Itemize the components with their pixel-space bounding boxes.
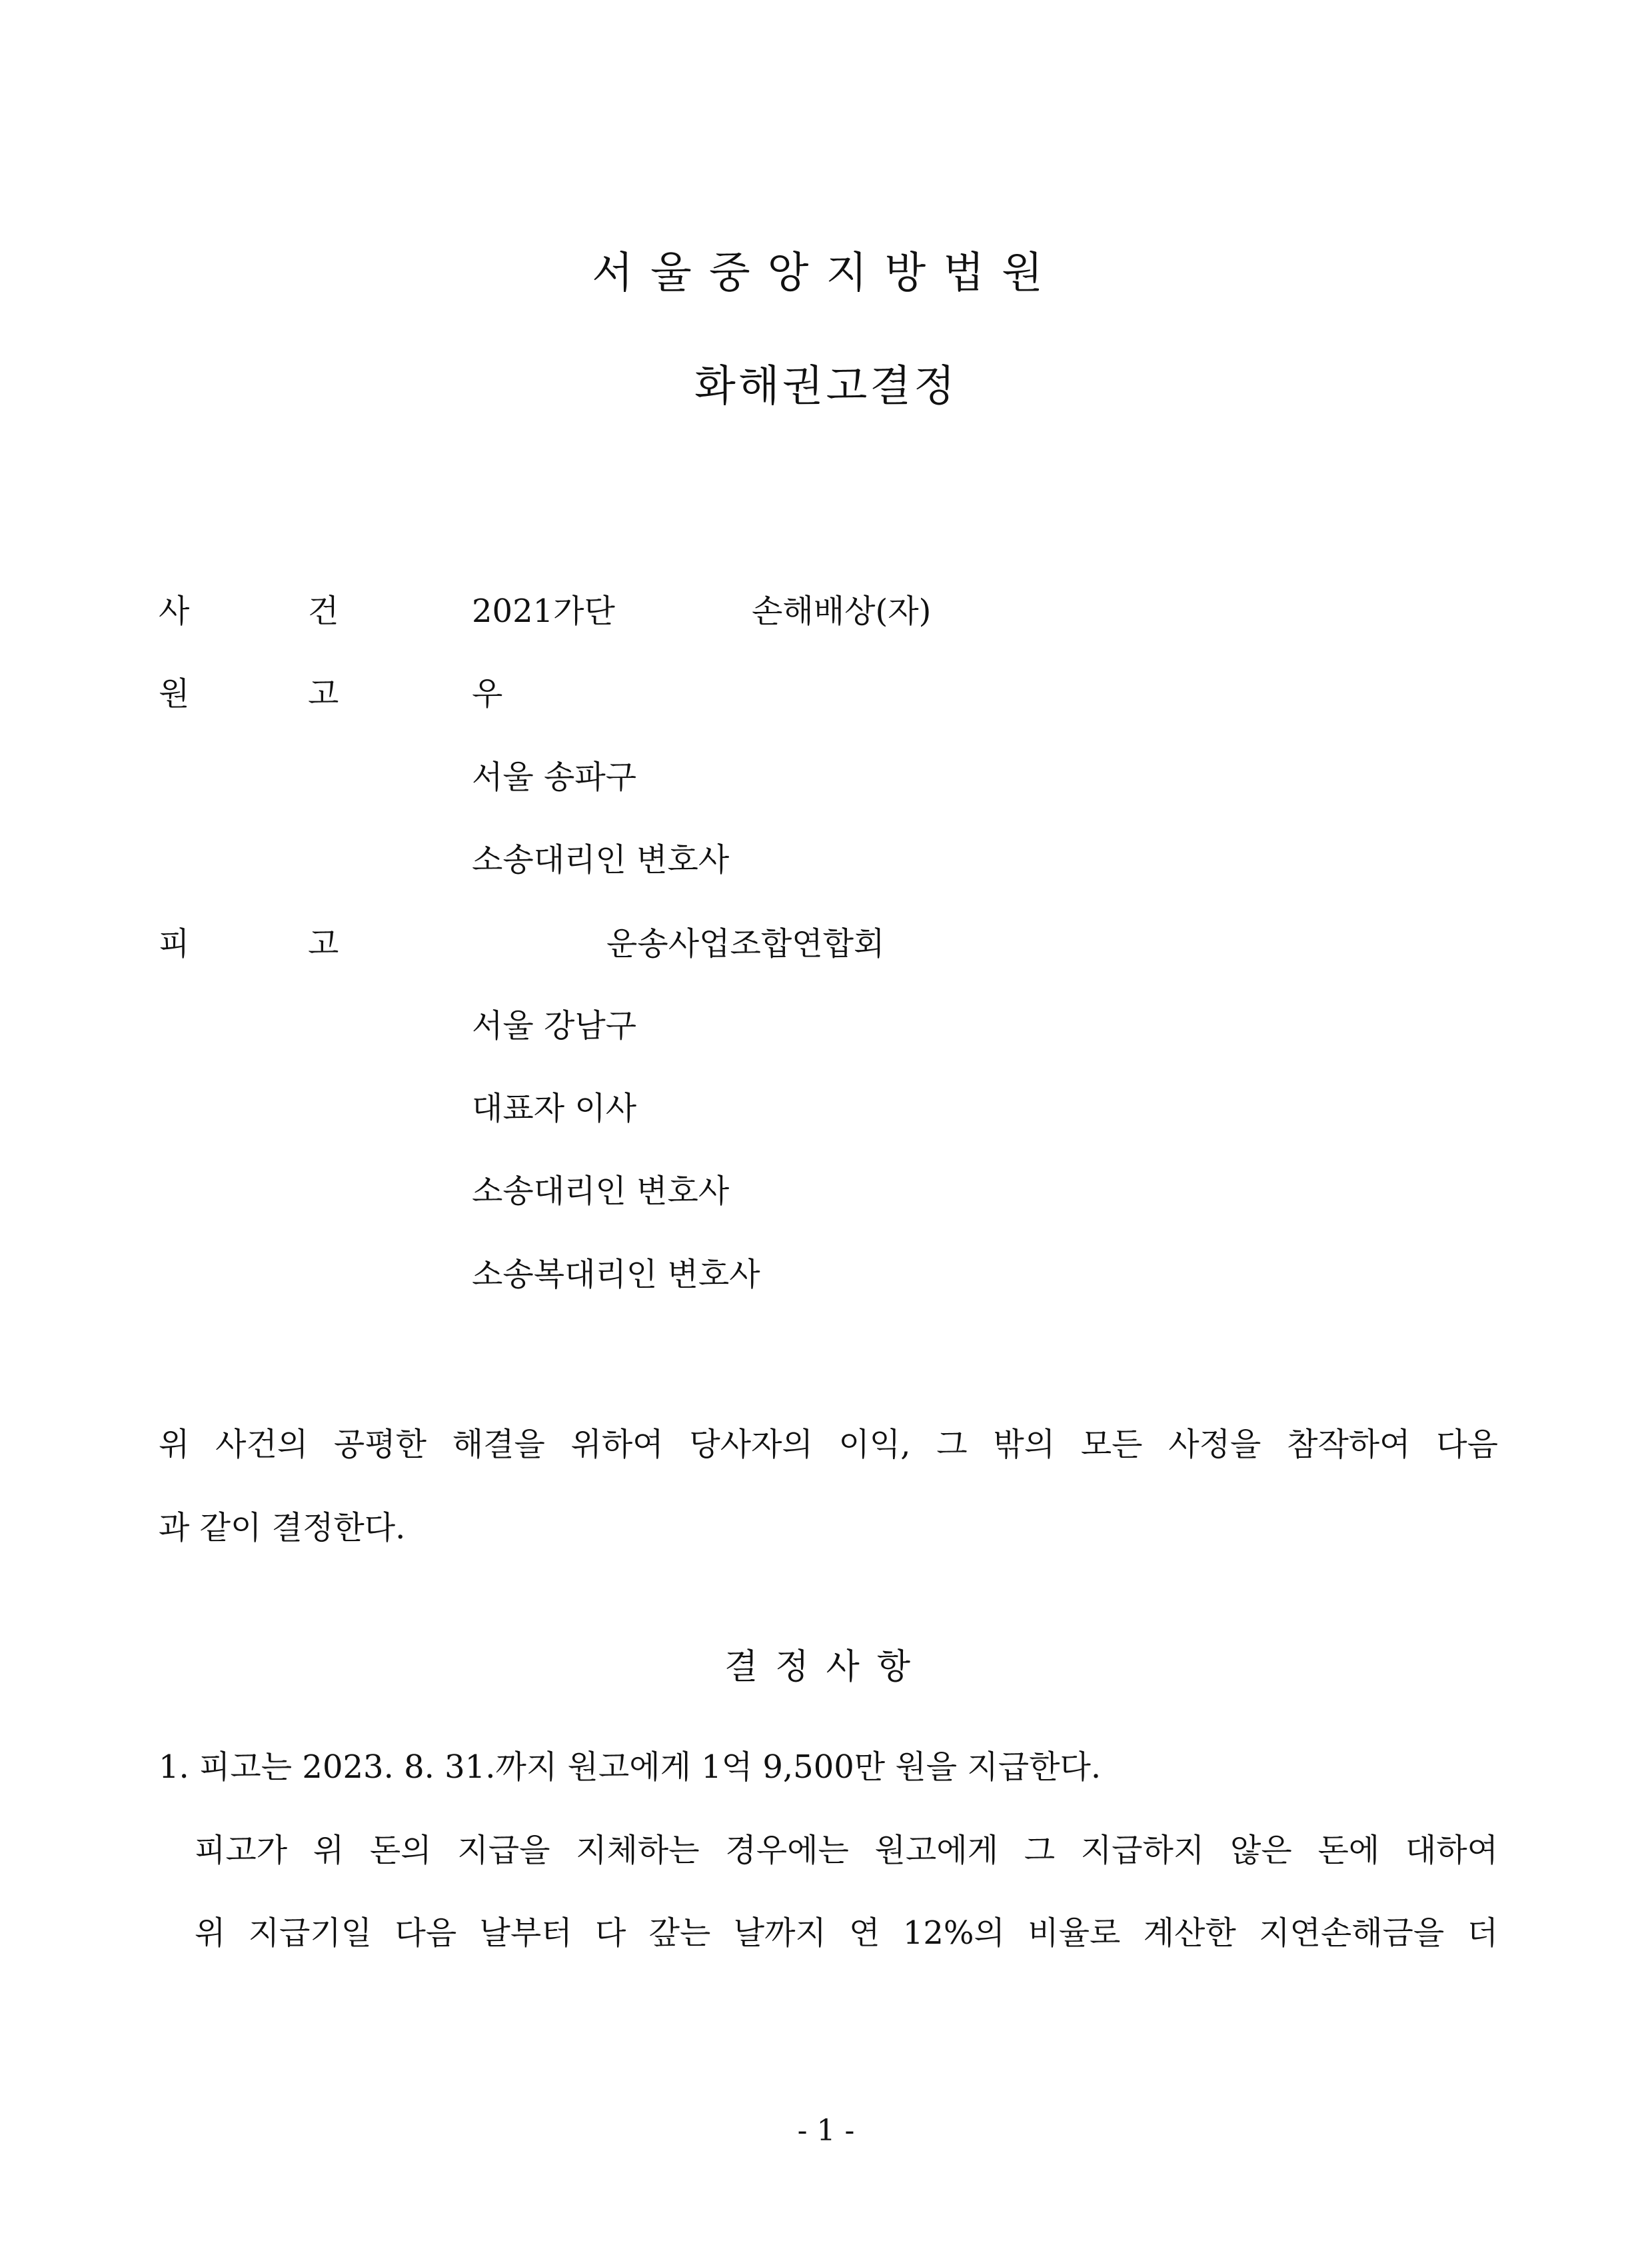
case-name: 손해배상(자) [752,593,932,630]
plaintiff-attorney: 소송대리인 변호사 [472,841,730,879]
decision-item-1-detail-1: 피고가 위 돈의 지급을 지체하는 경우에는 원고에게 그 지급하지 않은 돈에 대하여 [195,1832,1498,1869]
page-number: - 1 - [797,2114,855,2148]
decision-item-1: 1. 피고는 2023. 8. 31.까지 원고에게 1억 9,500만 원을 지급한다. [159,1748,1102,1786]
preamble-line-1: 위 사건의 공평한 해결을 위하여 당사자의 이익, 그 밖의 모든 사정을 참작하여 다음 [159,1426,1498,1463]
defendant-attorney: 소송대리인 변호사 [472,1172,730,1210]
decision-title: 결정사항 [724,1647,928,1687]
plaintiff-name: 우 [472,675,503,713]
plaintiff-address: 서울 송파구 [472,759,637,796]
preamble-line-2: 과 같이 결정한다. [159,1509,406,1546]
case-label-b: 건 [308,593,339,630]
document-title: 화해권고결정 [694,362,958,411]
case-number: 2021가단 [472,593,615,630]
defendant-address: 서울 강남구 [472,1007,637,1045]
defendant-representative: 대표자 이사 [472,1090,637,1127]
defendant-sub-attorney: 소송복대리인 변호사 [472,1256,760,1293]
plaintiff-label-a: 원 [159,675,190,713]
defendant-name: 운송사업조합연합회 [606,925,885,963]
plaintiff-label-b: 고 [308,675,339,713]
court-name: 서울중앙지방법원 [592,249,1060,298]
case-label-a: 사 [159,593,190,630]
defendant-label-b: 고 [308,925,339,963]
defendant-label-a: 피 [159,925,190,963]
decision-item-1-detail-2: 위 지급기일 다음 날부터 다 갚는 날까지 연 12%의 비율로 계산한 지연손해금을 더 [195,1914,1498,1952]
